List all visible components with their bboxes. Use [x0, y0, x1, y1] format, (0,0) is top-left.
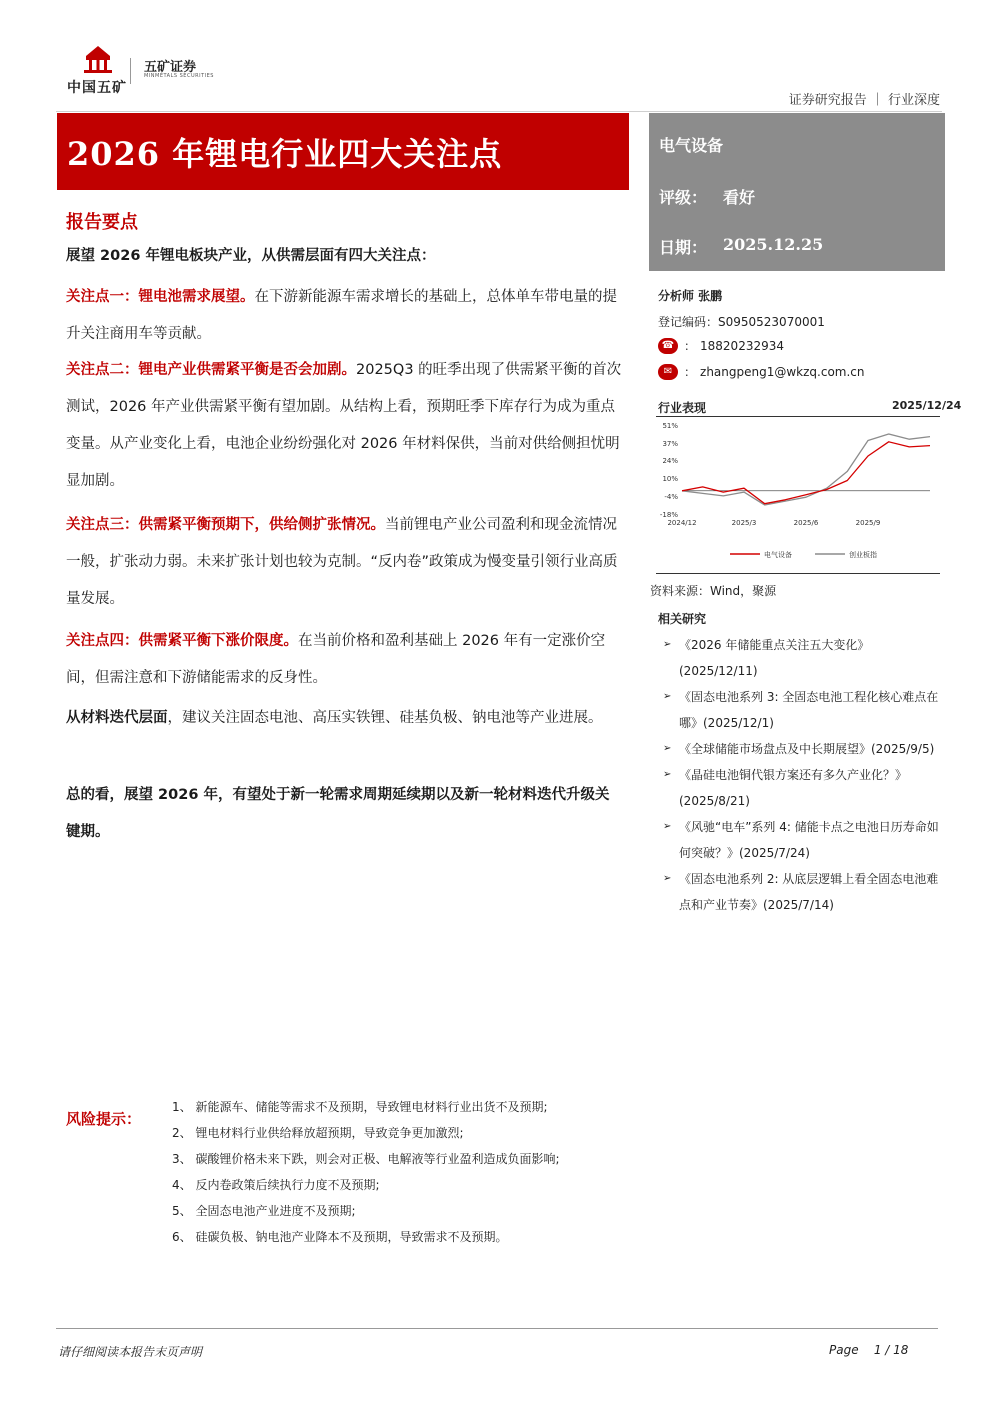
- related-item-text: 《固态电池系列 3: 全固态电池工程化核心难点在哪》(2025/12/1): [679, 690, 939, 730]
- analyst-name: 分析师 张鹏: [658, 289, 723, 303]
- risk-item: 5、 全固态电池产业进度不及预期;: [172, 1204, 356, 1218]
- email-colon: ：: [684, 365, 697, 379]
- rating-label: 评级：: [659, 188, 708, 207]
- focus-point-2-body: 2025Q3 的旺季出现了供需紧平衡的首次测试，2026 年产业供需紧平衡有望加剧。从结构上看，预期旺季下库存行为成为重点变量。从产业变化上看，电池企业纷纷强化对 2026 年材料保供，当前对供给侧担忧明显加剧。: [66, 362, 622, 489]
- sector-name: 电气设备: [659, 136, 724, 155]
- phone-colon: ：: [684, 339, 697, 353]
- x-tick-label: 2024/12: [667, 519, 697, 527]
- arrow-icon: ➢: [663, 639, 672, 650]
- analyst-registration: 登记编码：S0950523070001: [658, 315, 825, 329]
- focus-point-2-heading: 关注点二：锂电产业供需紧平衡是否会加剧。: [66, 362, 356, 378]
- page-number: Page 1 / 18: [829, 1343, 909, 1357]
- footer-divider: [56, 1328, 938, 1329]
- chart-title: 行业表现: [658, 401, 707, 415]
- chart-date: 2025/12/24: [892, 399, 962, 412]
- focus-point-3: [66, 507, 622, 618]
- date-label: 日期：: [659, 238, 708, 257]
- rating-value: 看好: [723, 188, 756, 207]
- chart-source: 资料来源：Wind，聚源: [650, 584, 777, 598]
- related-research-heading: 相关研究: [658, 612, 707, 626]
- series-line: [682, 442, 930, 504]
- phone-row: [658, 337, 784, 354]
- legend-label: 电气设备: [764, 551, 792, 559]
- phone-number: 18820232934: [700, 338, 784, 353]
- wk-securities-logo-en: MINMETALS SECURITIES: [144, 73, 214, 79]
- risk-item: 3、 碳酸锂价格未来下跌，则会对正极、电解液等行业盈利造成负面影响;: [172, 1152, 560, 1166]
- arrow-icon: ➢: [663, 743, 672, 754]
- focus-point-1-heading: 关注点一：锂电池需求展望。: [66, 289, 255, 305]
- focus-point-4-heading: 关注点四：供需紧平衡下涨价限度。: [66, 633, 298, 649]
- arrow-icon: ➢: [663, 769, 672, 780]
- wk-securities-logo-text: 五矿证券: [144, 60, 197, 75]
- focus-point-4-body: 在当前价格和盈利基础上 2026 年有一定涨价空间，但需注意和下游储能需求的反身性。: [66, 633, 606, 686]
- focus-point-2: [66, 352, 622, 500]
- material-iteration-body: ，建议关注固态电池、高压实铁锂、硅基负极、钠电池等产业进展。: [167, 710, 603, 726]
- legend-label: 创业板指: [849, 551, 877, 559]
- focus-point-1-body: 在下游新能源车需求增长的基础上，总体单车带电量的提升关注商用车等贡献。: [66, 289, 617, 342]
- chart-bottom-rule: [656, 573, 940, 574]
- related-research-list: [663, 632, 943, 918]
- industry-performance-chart: [650, 417, 944, 572]
- china-minmetals-emblem-icon: [80, 44, 116, 74]
- related-item-text: 《2026 年储能重点关注五大变化》(2025/12/11): [679, 638, 870, 678]
- related-item-text: 《全球储能市场盘点及中长期展望》(2025/9/5): [679, 742, 935, 756]
- risk-list: [172, 1094, 632, 1250]
- email-icon: ✉: [658, 364, 678, 380]
- y-tick-label: 37%: [662, 440, 678, 449]
- email-row: [658, 363, 865, 380]
- risk-item: 6、 硅碳负极、钠电池产业降本不及预期，导致需求不及预期。: [172, 1230, 508, 1244]
- footer-disclaimer: 请仔细阅读本报告末页声明: [58, 1345, 203, 1359]
- y-tick-label: 10%: [662, 474, 678, 483]
- conclusion: 总的看，展望 2026 年，有望处于新一轮需求周期延续期以及新一轮材料迭代升级关键期。: [66, 787, 610, 840]
- rating-panel: [649, 113, 945, 271]
- header-divider: [56, 111, 942, 112]
- risk-item: 1、 新能源车、储能等需求不及预期，导致锂电材料行业出货不及预期;: [172, 1100, 548, 1114]
- focus-point-3-heading: 关注点三：供需紧平衡预期下，供给侧扩张情况。: [66, 517, 385, 533]
- related-item-text: 《风驰“电车”系列 4: 储能卡点之电池日历寿命如何突破？》(2025/7/24): [679, 820, 939, 860]
- x-tick-label: 2025/9: [855, 519, 881, 527]
- email-address[interactable]: zhangpeng1@wkzq.com.cn: [700, 364, 865, 379]
- report-date: 2025.12.25: [723, 235, 824, 254]
- x-tick-label: 2025/6: [793, 519, 819, 527]
- summary-intro: 展望 2026 年锂电板块产业，从供需层面有四大关注点：: [66, 248, 436, 264]
- arrow-icon: ➢: [663, 691, 672, 702]
- phone-icon: ☎: [658, 338, 678, 354]
- x-tick-label: 2025/3: [731, 519, 757, 527]
- material-iteration: [66, 700, 622, 737]
- y-tick-label: -4%: [664, 492, 678, 501]
- arrow-icon: ➢: [663, 873, 672, 884]
- china-minmetals-logo-text: 中国五矿: [67, 80, 127, 96]
- material-iteration-heading: 从材料迭代层面: [66, 710, 168, 726]
- related-item[interactable]: [663, 866, 943, 918]
- title-banner: [57, 113, 629, 190]
- focus-point-4: [66, 623, 622, 697]
- related-item[interactable]: [663, 736, 943, 762]
- risk-item: 4、 反内卷政策后续执行力度不及预期;: [172, 1178, 380, 1192]
- y-tick-label: 24%: [662, 456, 678, 465]
- y-tick-label: -18%: [659, 511, 678, 519]
- page-title: 2026 年锂电行业四大关注点: [67, 134, 503, 173]
- logo-divider: [130, 58, 131, 84]
- focus-point-3-body: 当前锂电产业公司盈利和现金流情况一般，扩张动力弱。未来扩张计划也较为克制。“反内卷”政策成为慢变量引领行业高质量发展。: [66, 517, 618, 607]
- focus-point-1: [66, 279, 622, 353]
- y-tick-label: 51%: [662, 422, 678, 430]
- related-item[interactable]: [663, 814, 943, 866]
- risk-item: 2、 锂电材料行业供给释放超预期，导致竞争更加激烈;: [172, 1126, 464, 1140]
- related-item[interactable]: [663, 762, 943, 814]
- related-item-text: 《晶硅电池铜代银方案还有多久产业化？》(2025/8/21): [679, 768, 908, 808]
- related-item[interactable]: [663, 684, 943, 736]
- summary-heading: 报告要点: [66, 212, 138, 233]
- related-item[interactable]: [663, 632, 943, 684]
- report-type: 证券研究报告 ｜ 行业深度: [788, 93, 940, 108]
- arrow-icon: ➢: [663, 821, 672, 832]
- related-item-text: 《固态电池系列 2: 从底层逻辑上看全固态电池难点和产业节奏》(2025/7/14): [679, 872, 939, 912]
- risk-label: 风险提示：: [66, 1110, 142, 1128]
